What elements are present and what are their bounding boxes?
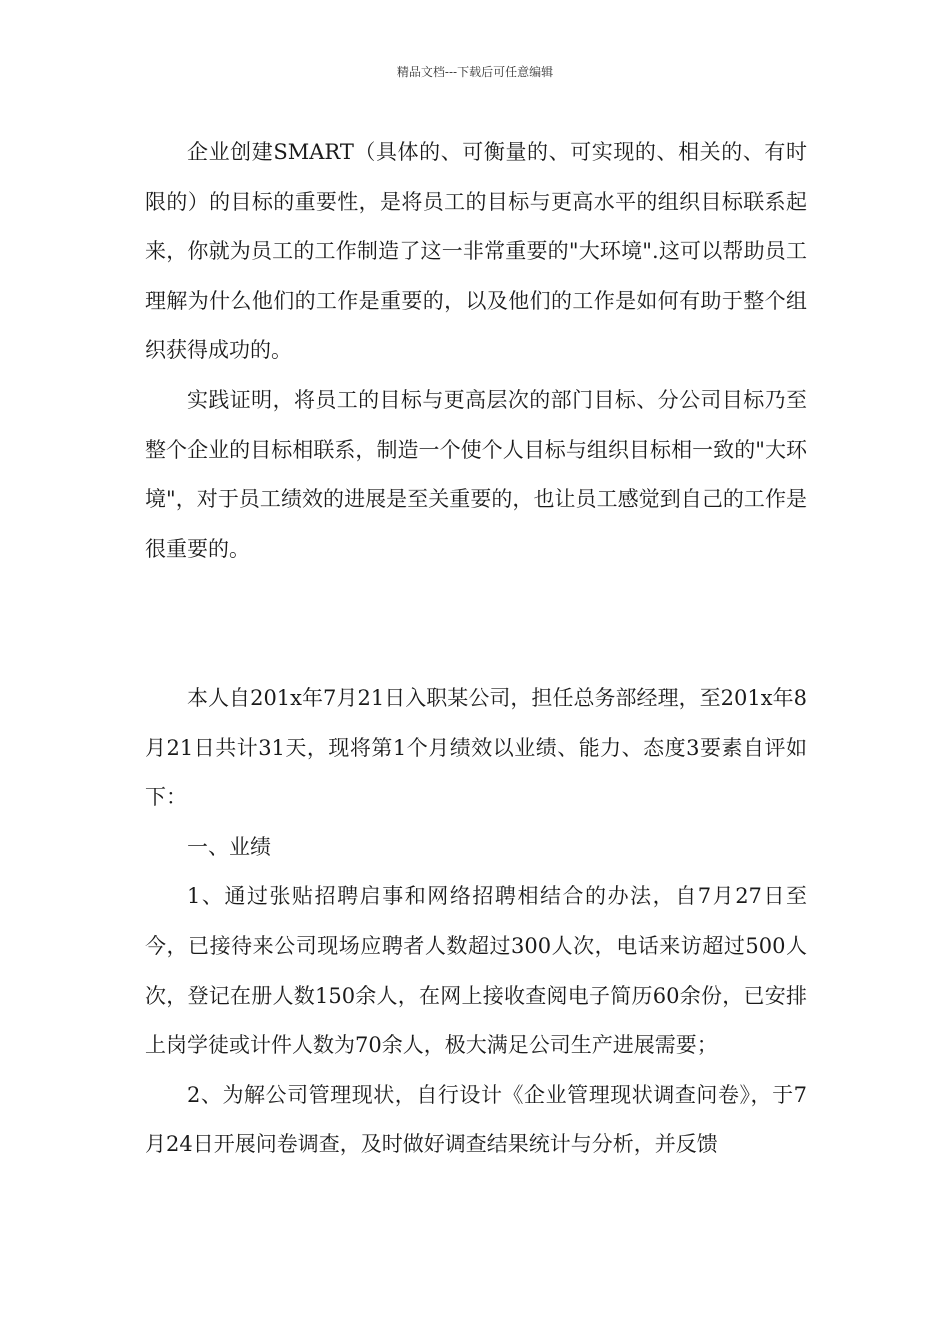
paragraph: 1、通过张贴招聘启事和网络招聘相结合的办法，自7月27日至今，已接待来公司现场应聘者人数超过300人次，电话来访超过500人次，登记在册人数150余人，在网上接收查阅电子简历60余份，已安排上岗学徒或计件人数为70余人，极大满足公司生产进展需要； bbox=[145, 884, 807, 1058]
paragraph: 企业创建SMART（具体的、可衡量的、可实现的、相关的、有时限的）的目标的重要性，是将员工的目标与更高水平的组织目标联系起来，你就为员工的工作制造了这一非常重要的"大环境".这可以帮助员工理解为什么他们的工作是重要的，以及他们的工作是如何有助于整个组织获得成功的。 bbox=[145, 140, 807, 363]
section-smart-goals bbox=[145, 128, 807, 574]
paragraph: 本人自201x年7月21日入职某公司，担任总务部经理，至201x年8月21日共计31天，现将第1个月绩效以业绩、能力、态度3要素自评如下： bbox=[145, 686, 807, 810]
section-heading: 一、业绩 bbox=[187, 834, 271, 859]
paragraph: 实践证明，将员工的目标与更高层次的部门目标、分公司目标乃至整个企业的目标相联系，制造一个使个人目标与组织目标相一致的"大环境"，对于员工绩效的进展是至关重要的，也让员工感觉到自己的工作是很重要的。 bbox=[145, 387, 807, 561]
section-self-evaluation bbox=[145, 674, 807, 1170]
page-header: 精品文档---下载后可任意编辑 bbox=[396, 65, 554, 79]
paragraph: 2、为解公司管理现状，自行设计《企业管理现状调查问卷》，于7月24日开展问卷调查，及时做好调查结果统计与分析，并反馈 bbox=[145, 1082, 807, 1157]
